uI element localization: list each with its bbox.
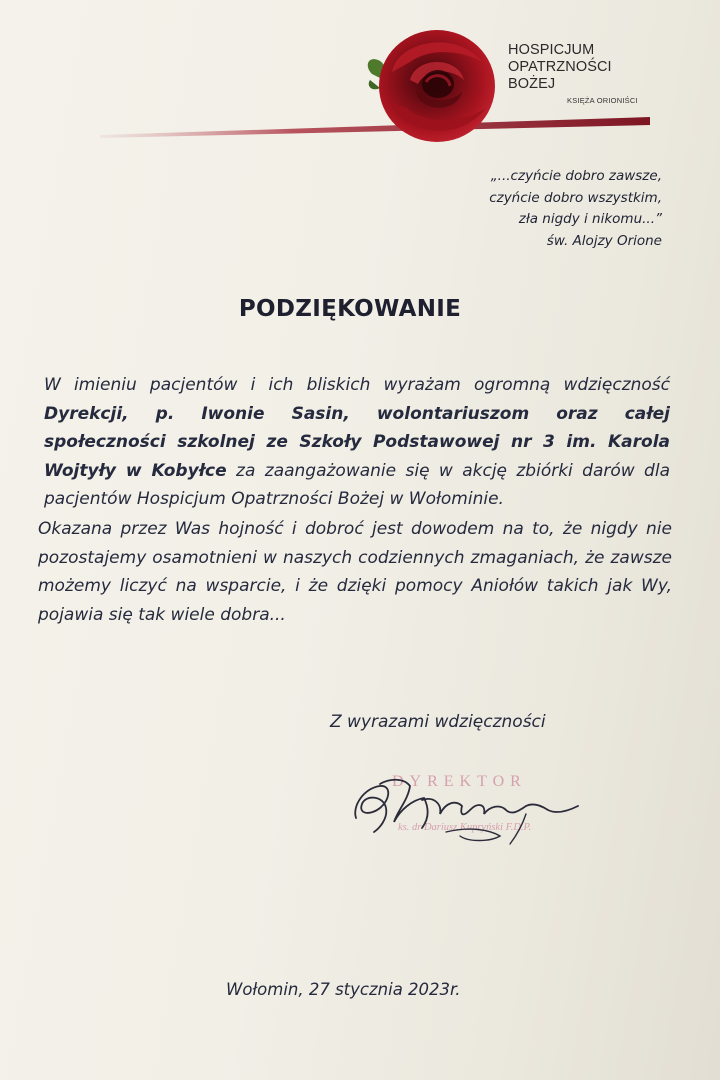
letter-body xyxy=(38,371,672,629)
motto-line1: „...czyńcie dobro zawsze, xyxy=(490,168,662,184)
motto-line3: zła nigdy i nikomu...” xyxy=(518,211,662,227)
motto-author: św. Alojzy Orione xyxy=(546,232,662,249)
motto-line2: czyńcie dobro wszystkim, xyxy=(489,189,662,206)
org-name-line3: BOŻEJ xyxy=(508,76,556,92)
body-p1-bold-recipients: Dyrekcji, p. Iwonie Sasin, wolontariuszom oraz całej społeczności szkolnej ze Szkoły Podstawowej nr 3 im. Karola Wojtyły w Kobyłce xyxy=(44,403,670,481)
letter-title: PODZIĘKOWANIE xyxy=(238,296,462,322)
organization-subtitle: KSIĘŻA ORIONIŚCI xyxy=(567,96,638,105)
stamp-name: ks. dr Dariusz Kupryński F.D.P. xyxy=(398,822,532,833)
body-p1-text-start: W imieniu pacjentów i ich bliskich wyrażam ogromną wdzięczność xyxy=(44,375,670,395)
letter-date: Wołomin, 27 stycznia 2023r. xyxy=(226,980,461,999)
handwritten-signature xyxy=(350,770,585,850)
org-name-line2: OPATRZNOŚCI xyxy=(508,59,612,75)
body-p1-text-end: za zaangażowanie się w akcję zbiórki darów dla pacjentów Hospicjum Opatrzności Bożej w Wołominie. xyxy=(44,460,670,510)
organization-name xyxy=(508,42,612,93)
body-paragraph-1 xyxy=(38,371,672,514)
rose-logo-icon xyxy=(362,22,507,152)
motto-quote xyxy=(402,166,662,252)
closing-phrase: Z wyrazami wdzięczności xyxy=(330,712,546,732)
stamp-title: DYREKTOR xyxy=(392,773,527,790)
org-name-line1: HOSPICJUM xyxy=(508,42,595,58)
body-paragraph-2: Okazana przez Was hojność i dobroć jest dowodem na to, że nigdy nie pozostajemy osamotnieni w naszych codziennych zmaganiach, że zawsze możemy liczyć na wsparcie, i że dzięki pomocy Aniołów takich jak Wy, pojawia się tak wiele dobra... xyxy=(38,518,672,625)
